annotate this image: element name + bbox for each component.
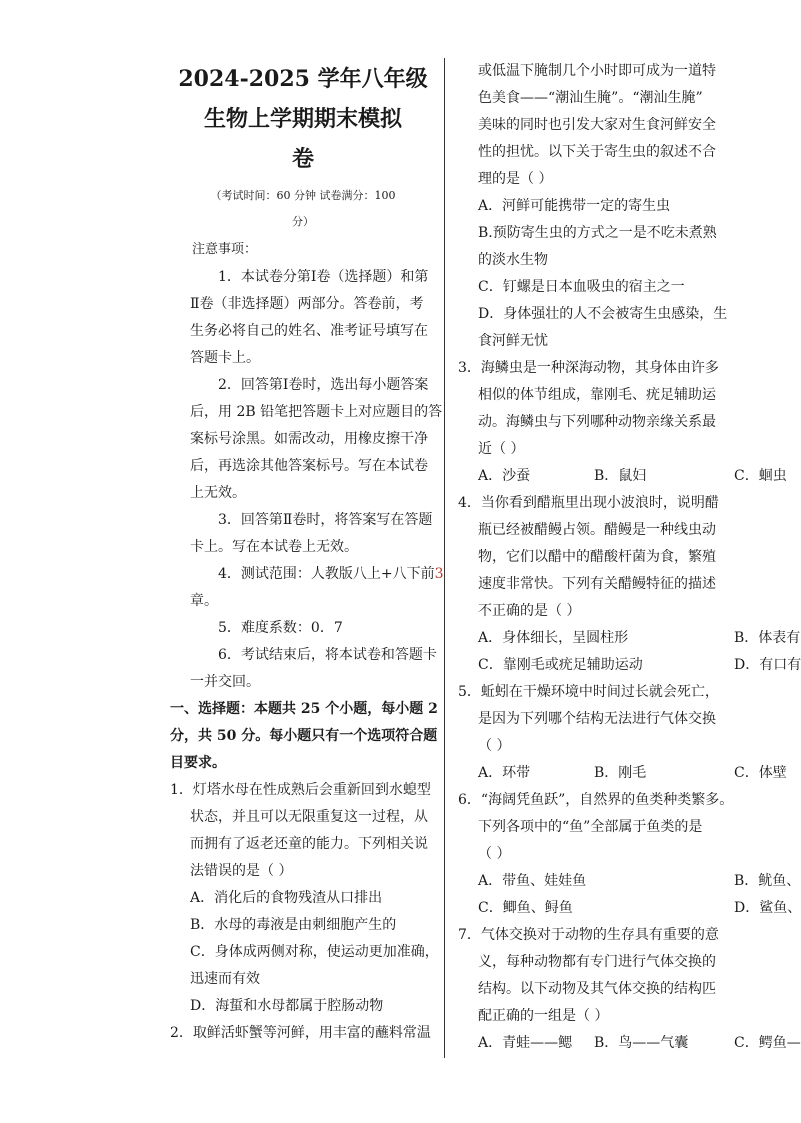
question-6-line: （ ） (478, 846, 511, 862)
question-5-line: （ ） (478, 738, 511, 754)
notice-line: 2．回答第Ⅰ卷时，选出每小题答案 (218, 377, 429, 393)
question-7-option-a[interactable]: A．青蛙——鳃 (478, 1035, 573, 1051)
notice-line: 一并交回。 (190, 674, 260, 690)
question-2-option-c[interactable]: C．钉螺是日本血吸虫的宿主之一 (478, 279, 685, 295)
question-3-line: 近（ ） (478, 441, 525, 457)
question-6-option-a[interactable]: A．带鱼、娃娃鱼 (478, 873, 587, 889)
question-5-line: 5．蚯蚓在干燥环境中时间过长就会死亡， (458, 684, 719, 700)
question-1-option-c[interactable]: C．身体成两侧对称，使运动更加准确， (190, 944, 439, 960)
question-2-line: 色美食——“潮汕生腌”。“潮汕生腌” (478, 90, 703, 106)
notice-line: 1．本试卷分第Ⅰ卷（选择题）和第 (218, 269, 429, 285)
notice-line: 6．考试结束后，将本试卷和答题卡 (218, 647, 437, 663)
notice-heading: 注意事项： (192, 242, 258, 257)
question-7-line: 义，每种动物都有专门进行气体交换的 (478, 954, 716, 970)
question-4-option-d[interactable]: D．有口有 (734, 657, 801, 673)
question-2-line: 性的担忧。以下关于寄生虫的叙述不合 (478, 144, 716, 160)
section-heading-line: 一、选择题：本题共 25 个小题，每小题 2 (170, 701, 438, 717)
question-1-line: 而拥有了返老还童的能力。下列相关说 (190, 836, 428, 852)
notice-line: 后，用 2B 铅笔把答题卡上对应题目的答 (190, 404, 443, 420)
question-4-option-c[interactable]: C．靠刚毛或疣足辅助运动 (478, 657, 643, 673)
question-6-line: 下列各项中的“鱼”全部属于鱼类的是 (478, 819, 703, 835)
question-4-option-a[interactable]: A．身体细长，呈圆柱形 (478, 630, 629, 646)
notice-line: 后，再选涂其他答案标号。写在本试卷 (190, 458, 428, 474)
question-1-line: 1．灯塔水母在性成熟后会重新回到水螅型 (170, 782, 431, 798)
question-2-option-a[interactable]: A．河鲜可能携带一定的寄生虫 (478, 198, 671, 214)
question-3-line: 3．海鳞虫是一种深海动物，其身体由许多 (458, 360, 719, 376)
question-7-line: 7．气体交换对于动物的生存具有重要的意 (458, 927, 719, 943)
notice-line: 答题卡上。 (190, 350, 260, 366)
question-2-option-d[interactable]: D．身体强壮的人不会被寄生虫感染，生 (478, 306, 728, 322)
question-2-option-d-cont: 食河鲜无忧 (478, 333, 548, 349)
question-1-option-a[interactable]: A．消化后的食物残渣从口排出 (190, 890, 383, 906)
section-heading-line: 分，共 50 分。每小题只有一个选项符合题 (170, 728, 438, 744)
question-4-line: 物，它们以醋中的醋酸杆菌为食，繁殖 (478, 549, 716, 565)
question-4-line: 速度非常快。下列有关醋鳗特征的描述 (478, 576, 716, 592)
question-4-line: 不正确的是（ ） (478, 603, 581, 619)
section-heading-line: 目要求。 (170, 755, 226, 771)
exam-meta-line-2: 分） (292, 215, 314, 228)
question-6-option-d[interactable]: D．鲨鱼、 (734, 900, 801, 916)
question-2-option-b[interactable]: B.预防寄生虫的方式之一是不吃未煮熟 (478, 225, 717, 241)
question-6-option-c[interactable]: C．鲫鱼、鲟鱼 (478, 900, 573, 916)
question-1-option-d[interactable]: D．海蜇和水母都属于腔肠动物 (190, 998, 384, 1014)
question-1-option-c-cont: 迅速而有效 (190, 971, 260, 987)
exam-meta-line-1: （考试时间：60 分钟 试卷满分：100 (210, 189, 396, 202)
question-1-option-b[interactable]: B．水母的毒液是由刺细胞产生的 (190, 917, 397, 933)
question-7-line: 配正确的一组是（ ） (478, 1008, 609, 1024)
question-5-option-a[interactable]: A．环带 (478, 765, 531, 781)
question-5-line: 是因为下列哪个结构无法进行气体交换 (478, 711, 716, 727)
question-5-option-b[interactable]: B．刚毛 (594, 765, 647, 781)
notice-scope-text: 4．测试范围：人教版八上+八下前 (218, 566, 435, 582)
question-4-option-b[interactable]: B．体表有 (734, 630, 801, 646)
notice-line: Ⅱ卷（非选择题）两部分。答卷前，考 (190, 296, 424, 312)
question-6-option-b[interactable]: B．鱿鱼、 (734, 873, 801, 889)
question-7-line: 结构。以下动物及其气体交换的结构匹 (478, 981, 716, 997)
notice-line: 5．难度系数：0．7 (218, 620, 343, 636)
question-3-option-c[interactable]: C．蛔虫 (734, 468, 787, 484)
notice-line: 章。 (190, 593, 218, 609)
notice-line: 案标号涂黑。如需改动，用橡皮擦干净 (190, 431, 428, 447)
question-3-option-b[interactable]: B．鼠妇 (594, 468, 647, 484)
question-2-line: 美味的同时也引发大家对生食河鲜安全 (478, 117, 716, 133)
notice-scope-chapter: 3 (434, 566, 444, 582)
exam-title-line-3: 卷 (291, 146, 314, 172)
question-2-line: 理的是（ ） (478, 171, 553, 187)
question-4-line: 4．当你看到醋瓶里出现小波浪时，说明醋 (458, 495, 719, 511)
question-1-line: 法错误的是（ ） (190, 863, 293, 879)
exam-title-line-1: 2024-2025 学年八年级 (178, 66, 428, 92)
question-7-option-c[interactable]: C．鳄鱼— (734, 1035, 801, 1051)
notice-line: 生务必将自己的姓名、准考证号填写在 (190, 323, 428, 339)
notice-line: 上无效。 (190, 485, 246, 501)
notice-line: 卡上。写在本试卷上无效。 (190, 539, 358, 555)
column-divider (444, 58, 445, 1058)
question-6-line: 6．“海阔凭鱼跃”，自然界的鱼类种类繁多。 (458, 792, 734, 808)
question-4-line: 瓶已经被醋鳗占领。醋鳗是一种线虫动 (478, 522, 716, 538)
notice-line-scope (218, 565, 444, 583)
question-3-option-a[interactable]: A．沙蚕 (478, 468, 531, 484)
question-5-option-c[interactable]: C．体壁 (734, 765, 787, 781)
question-3-line: 动。海鳞虫与下列哪种动物亲缘关系最 (478, 414, 716, 430)
question-2-line: 或低温下腌制几个小时即可成为一道特 (478, 63, 716, 79)
question-3-line: 相似的体节组成，靠刚毛、疣足辅助运 (478, 387, 716, 403)
question-2-line: 2．取鲜活虾蟹等河鲜，用丰富的蘸料常温 (170, 1025, 431, 1041)
question-1-line: 状态，并且可以无限重复这一过程，从 (190, 809, 428, 825)
notice-line: 3．回答第Ⅱ卷时，将答案写在答题 (218, 512, 433, 528)
exam-title-line-2: 生物上学期期末模拟 (203, 106, 402, 132)
question-7-option-b[interactable]: B．鸟——气囊 (594, 1035, 689, 1051)
question-2-option-b-cont: 的淡水生物 (478, 252, 548, 268)
